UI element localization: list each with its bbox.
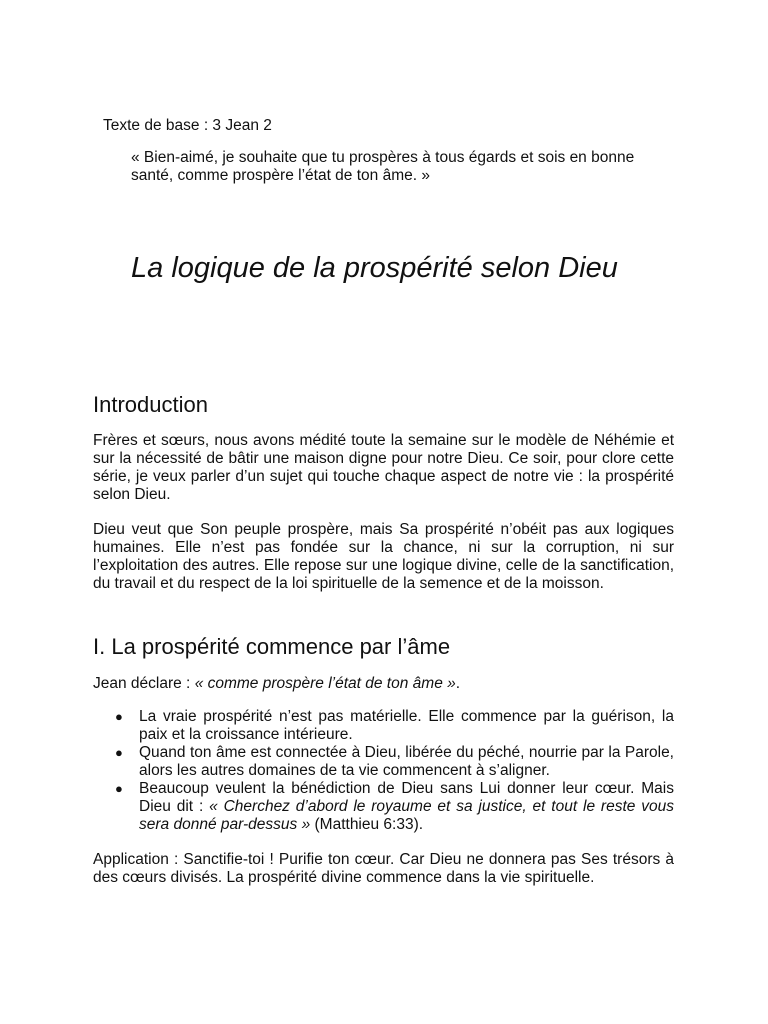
lead-suffix: .: [455, 675, 461, 692]
section-1-bullet-list: [93, 708, 674, 834]
list-item: [93, 780, 674, 834]
lead-prefix: Jean déclare :: [93, 675, 195, 692]
bullet-icon: ●: [115, 781, 123, 796]
scripture-quote: « Cherchez d’abord le royaume et sa justice, et tout le reste vous sera donné par-dessus »: [139, 798, 674, 833]
list-item: [93, 708, 674, 744]
scripture-reference: (Matthieu 6:33).: [310, 816, 424, 833]
section-1-heading: I. La prospérité commence par l’âme: [93, 634, 451, 659]
section-1-application: Application : Sanctifie-toi ! Purifie ton cœur. Car Dieu ne donnera pas Ses trésors à des cœurs divisés. La prospérité divine commence dans la vie spirituelle.: [93, 851, 674, 886]
base-text-reference: Texte de base : 3 Jean 2: [103, 117, 272, 134]
introduction-paragraph-1: Frères et sœurs, nous avons médité toute la semaine sur le modèle de Néhémie et sur la nécessité de bâtir une maison digne pour notre Dieu. Ce soir, pour clore cette série, je veux parler d’un sujet qui touche chaque aspect de notre vie : la prospérité selon Dieu.: [93, 432, 674, 503]
introduction-heading: Introduction: [93, 392, 208, 417]
lead-quote: « comme prospère l’état de ton âme »: [194, 675, 456, 692]
list-item-text: Quand ton âme est connectée à Dieu, libérée du péché, nourrie par la Parole, alors les autres domaines de ta vie commencent à s’aligner.: [139, 744, 674, 779]
list-item: [93, 744, 674, 780]
bullet-icon: ●: [115, 745, 123, 760]
sermon-title: La logique de la prospérité selon Dieu: [131, 252, 618, 284]
verse-quote: « Bien-aimé, je souhaite que tu prospères à tous égards et sois en bonne santé, comme prospère l’état de ton âme. »: [131, 149, 635, 184]
list-item-text: Beaucoup veulent la bénédiction de Dieu sans Lui donner leur cœur. Mais Dieu dit :: [139, 780, 674, 815]
section-1-lead: [93, 675, 674, 693]
introduction-paragraph-2: Dieu veut que Son peuple prospère, mais Sa prospérité n’obéit pas aux logiques humaines. Elle n’est pas fondée sur la chance, ni sur la corruption, ni sur l’exploitation des autres. Elle repose sur une logique divine, celle de la sanctification, du travail et du respect de la loi spirituelle de la semence et de la moisson.: [93, 521, 674, 592]
list-item-text: La vraie prospérité n’est pas matérielle. Elle commence par la guérison, la paix et la croissance intérieure.: [139, 708, 674, 743]
bullet-icon: ●: [115, 709, 123, 724]
